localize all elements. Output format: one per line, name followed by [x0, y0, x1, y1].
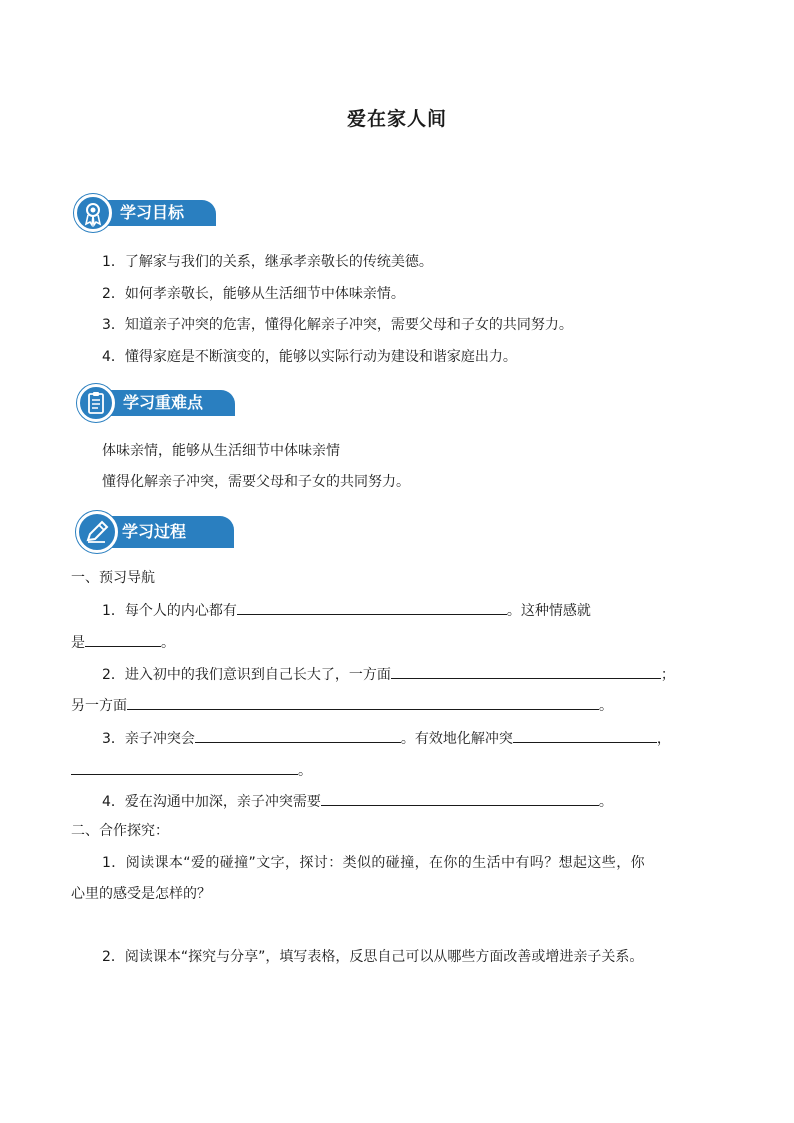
- q1-text-d: 。: [161, 635, 175, 651]
- q2-blank-2[interactable]: [127, 694, 599, 710]
- clipboard-checklist-icon: [77, 384, 115, 422]
- q3-text-c: ，: [656, 731, 671, 747]
- explore-1-line2: 心里的感受是怎样的？: [71, 886, 211, 902]
- question-1-line2: [71, 631, 175, 653]
- q1-text-a: 1．每个人的内心都有: [102, 603, 237, 619]
- q4-blank[interactable]: [321, 790, 599, 806]
- award-ribbon-icon: [74, 194, 112, 232]
- key-points-banner: [77, 384, 237, 420]
- q4-text-a: 4．爱在沟通中加深，亲子冲突需要: [102, 794, 321, 810]
- q3-blank-3[interactable]: [71, 759, 298, 775]
- q1-text-b: 。这种情感就: [506, 603, 591, 619]
- question-3-line1: [102, 727, 671, 749]
- goal-item-3: 3．知道亲子冲突的危害，懂得化解亲子冲突，需要父母和子女的共同努力。: [102, 317, 573, 333]
- process-heading: 学习过程: [94, 516, 234, 548]
- key-points-heading: 学习重难点: [95, 390, 235, 416]
- key-point-1: 体味亲情，能够从生活细节中体味亲情: [102, 443, 340, 459]
- question-1-line1: [102, 599, 591, 621]
- q2-blank-1[interactable]: [391, 663, 661, 679]
- q1-blank-2[interactable]: [85, 631, 161, 647]
- q3-text-a: 3．亲子冲突会: [102, 731, 195, 747]
- question-2-line1: [102, 663, 675, 685]
- explore-1-line1: 1．阅读课本“爱的碰撞”文字，探讨：类似的碰撞，在你的生活中有吗？想起这些，你: [102, 855, 646, 871]
- question-3-line2: [71, 759, 312, 781]
- q2-text-c: 另一方面: [71, 698, 127, 714]
- goal-item-2: 2．如何孝亲敬长，能够从生活细节中体味亲情。: [102, 286, 405, 302]
- part2-heading: 二、合作探究：: [71, 823, 169, 839]
- q4-text-b: 。: [598, 794, 613, 810]
- question-4: [102, 790, 613, 812]
- q2-text-d: 。: [599, 698, 613, 714]
- process-banner: [76, 511, 236, 547]
- explore-2: 2．阅读课本“探究与分享”，填写表格，反思自己可以从哪些方面改善或增进亲子关系。: [102, 949, 644, 965]
- goal-item-4: 4．懂得家庭是不断演变的，能够以实际行动为建设和谐家庭出力。: [102, 349, 517, 365]
- page-title: 爱在家人间: [346, 108, 447, 130]
- goals-banner: [74, 194, 220, 230]
- part1-heading: 一、预习导航: [71, 570, 155, 586]
- question-2-line2: [71, 694, 613, 716]
- key-point-2: 懂得化解亲子冲突，需要父母和子女的共同努力。: [102, 474, 410, 490]
- q2-text-b: ；: [660, 667, 675, 683]
- q3-text-b: 。有效地化解冲突: [400, 731, 513, 747]
- pencil-icon: [76, 511, 118, 553]
- q3-blank-1[interactable]: [195, 727, 401, 743]
- q1-blank-1[interactable]: [237, 599, 507, 615]
- q3-text-d: 。: [298, 763, 312, 779]
- goals-heading: 学习目标: [92, 200, 216, 226]
- q3-blank-2[interactable]: [513, 727, 657, 743]
- q2-text-a: 2．进入初中的我们意识到自己长大了，一方面: [102, 667, 391, 683]
- goal-item-1: 1．了解家与我们的关系，继承孝亲敬长的传统美德。: [102, 254, 433, 270]
- q1-text-c: 是: [71, 635, 85, 651]
